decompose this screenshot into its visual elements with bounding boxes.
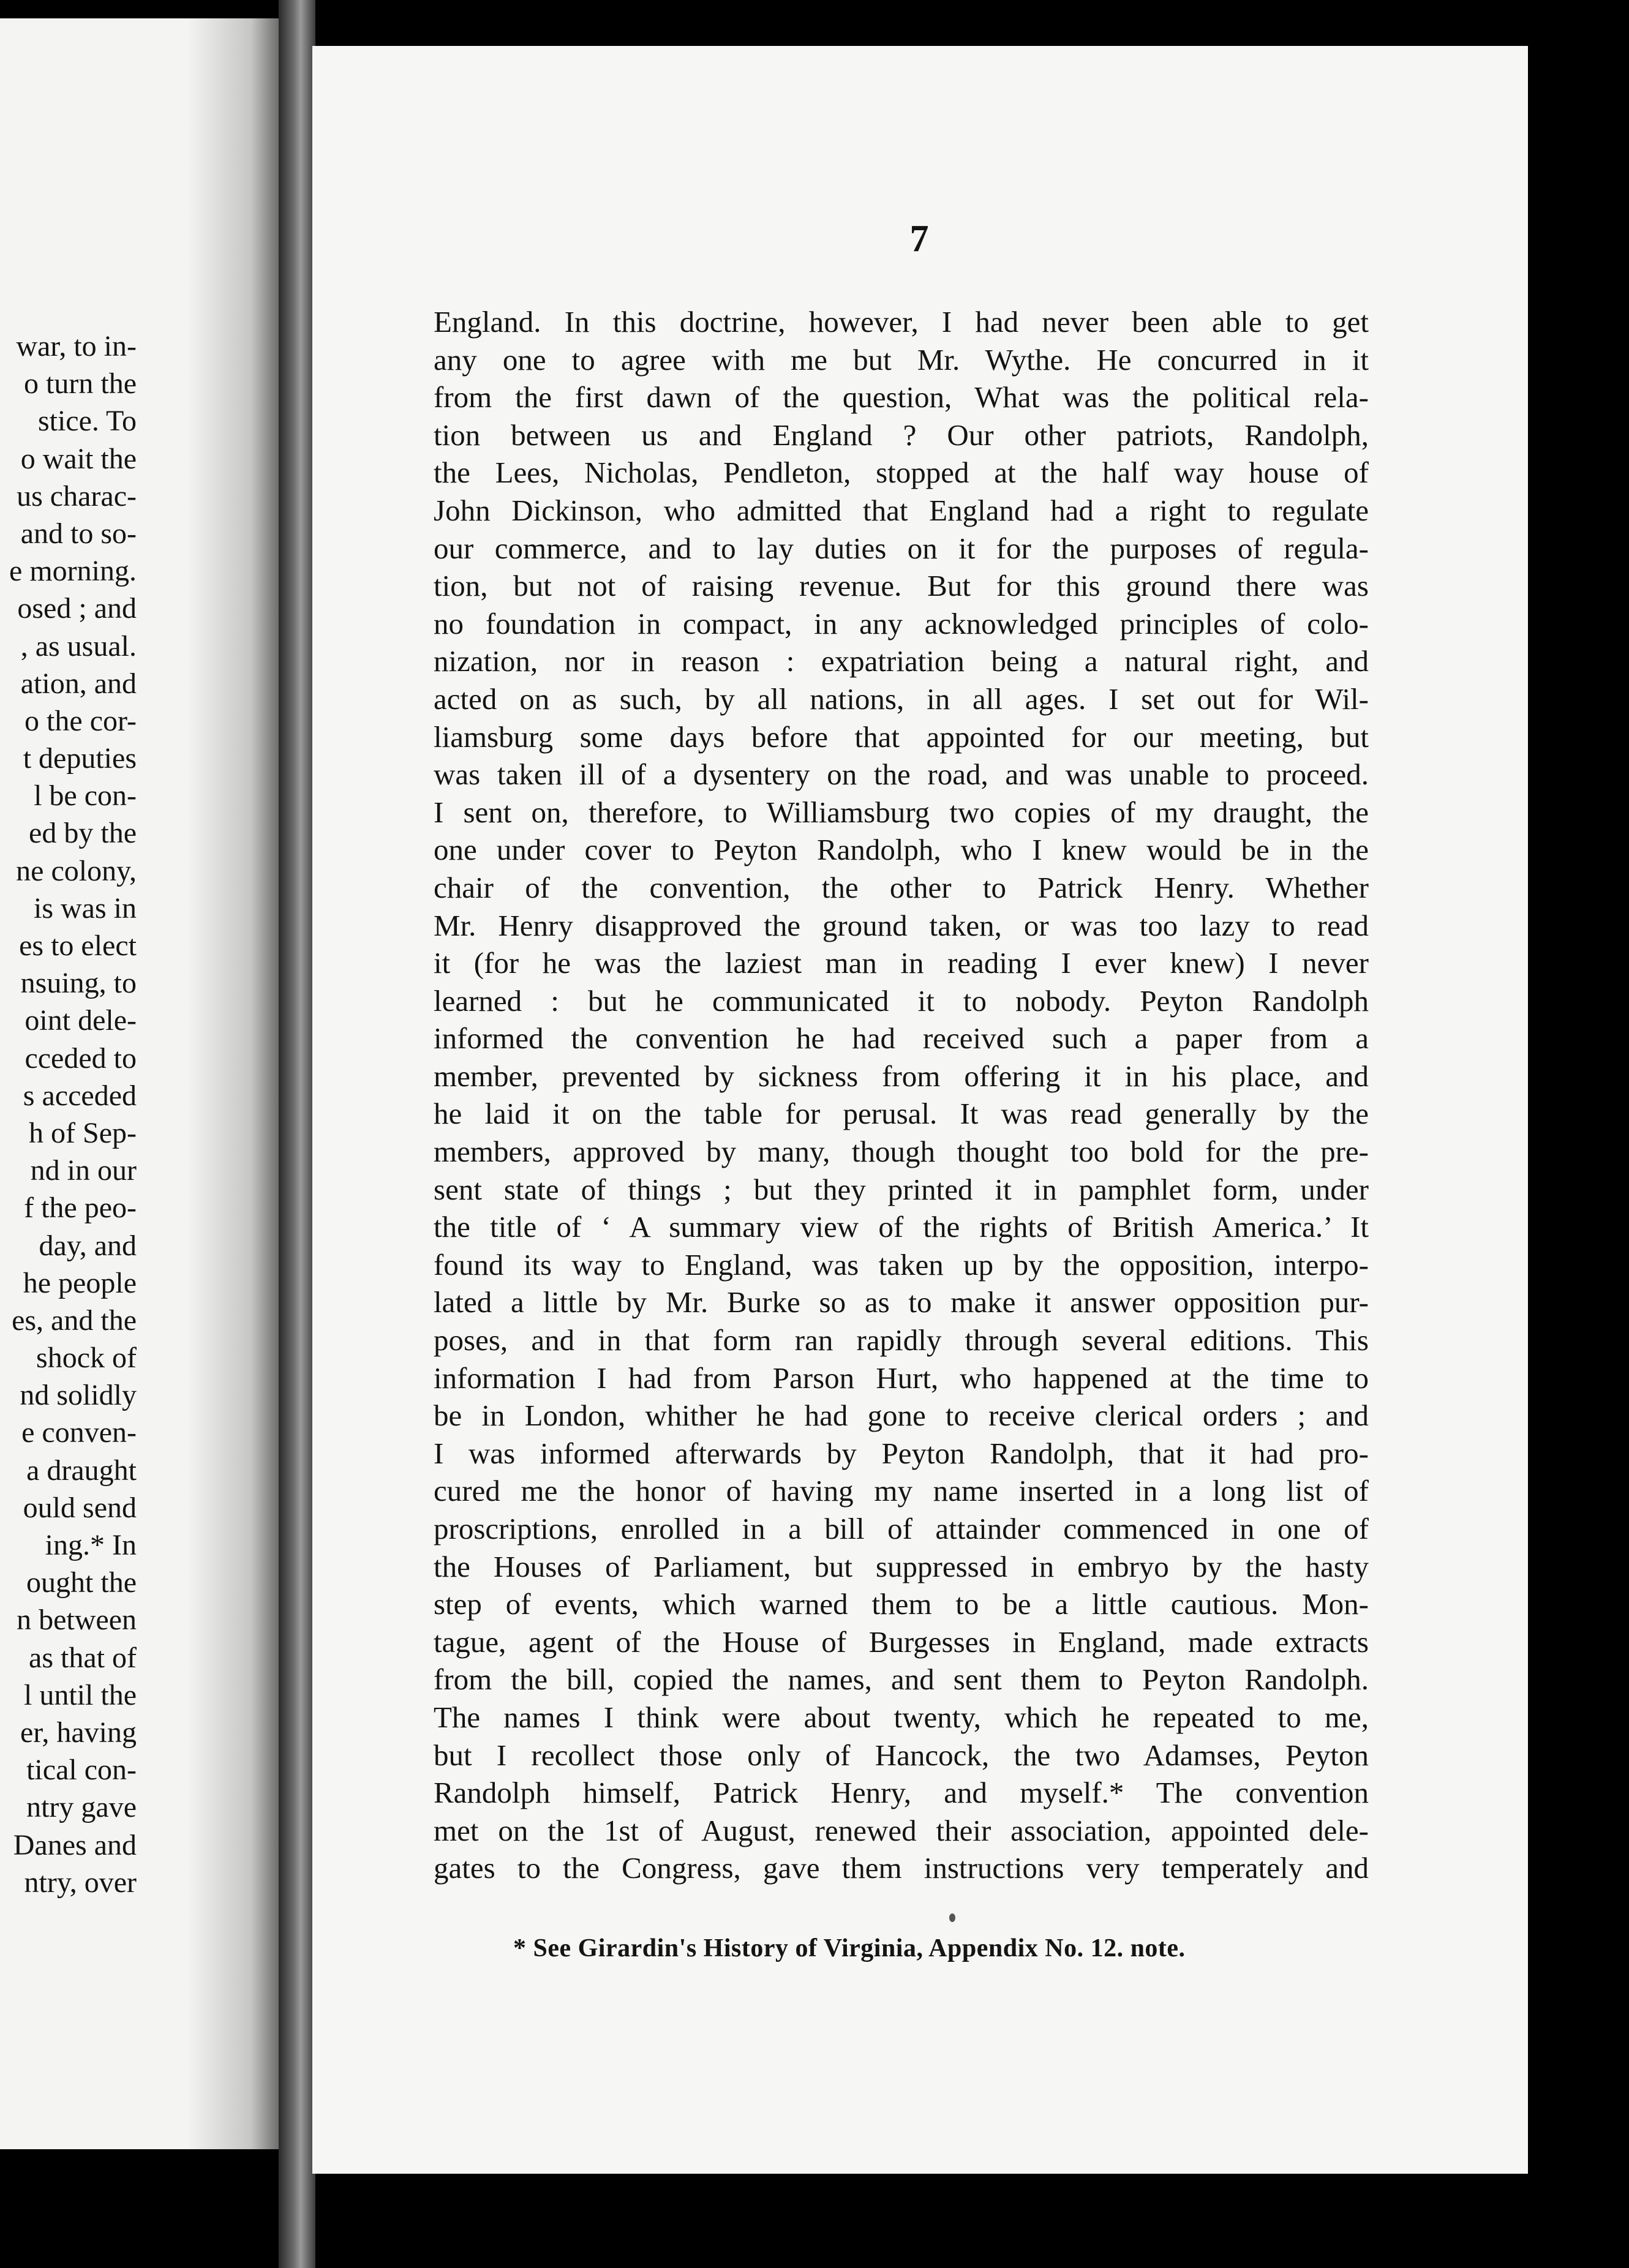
footnote: * See Girardin's History of Virginia, Appendix No. 12. note. — [513, 1934, 1186, 1962]
text-line: cured me the honor of having my name inserted in a long list of — [434, 1474, 1369, 1508]
text-line: no foundation in compact, in any acknowledged principles of colo- — [434, 606, 1369, 640]
text-line: lated a little by Mr. Burke so as to make it answer opposition pur- — [434, 1285, 1369, 1320]
text-line: learned : but he communicated it to nobody. Peyton Randolph — [434, 983, 1369, 1018]
text-line: nization, nor in reason : expatriation being a natural right, and — [434, 644, 1369, 678]
previous-page-line: a draught — [26, 1454, 137, 1487]
text-line: met on the 1st of August, renewed their association, appointed dele- — [434, 1813, 1369, 1847]
previous-page-line: ould send — [23, 1491, 137, 1524]
previous-page-line: l be con- — [34, 779, 137, 813]
text-line: I sent on, therefore, to Williamsburg two copies of my draught, the — [434, 795, 1369, 829]
text-line: I was informed afterwards by Peyton Randolph, that it had pro- — [434, 1436, 1369, 1470]
text-line: the Houses of Parliament, but suppressed in embryo by the hasty — [434, 1549, 1369, 1583]
text-line: acted on as such, by all nations, in all ages. I set out for Wil- — [434, 682, 1369, 716]
previous-page-line: ntry, over — [24, 1866, 137, 1899]
text-line: from the first dawn of the question, What was the political rela- — [434, 380, 1369, 415]
previous-page-line: ation, and — [20, 667, 137, 700]
previous-page-line: e conven- — [21, 1416, 137, 1449]
text-line: one under cover to Peyton Randolph, who I knew would be in the — [434, 833, 1369, 867]
text-line: tague, agent of the House of Burgesses in England, made extracts — [434, 1624, 1369, 1659]
previous-page-line: ntry gave — [26, 1791, 137, 1824]
previous-page-line: nd solidly — [20, 1379, 137, 1412]
current-page — [312, 46, 1528, 2174]
text-line: Randolph himself, Patrick Henry, and myself.* The convention — [434, 1776, 1369, 1810]
text-line: the Lees, Nicholas, Pendleton, stopped at the half way house of — [434, 456, 1369, 490]
previous-page-line: nd in our — [30, 1154, 137, 1187]
previous-page-line: osed ; and — [17, 592, 137, 625]
previous-page-line: ought the — [26, 1566, 137, 1599]
text-line: any one to agree with me but Mr. Wythe. He concurred in it — [434, 342, 1369, 377]
previous-page-line: and to so- — [20, 517, 137, 550]
text-line: England. In this doctrine, however, I had never been able to get — [434, 305, 1369, 339]
text-line: member, prevented by sickness from offering it in his place, and — [434, 1059, 1369, 1093]
previous-page-line: es, and the — [12, 1304, 137, 1337]
text-line: information I had from Parson Hurt, who happened at the time to — [434, 1361, 1369, 1395]
previous-page-line: stice. To — [37, 405, 137, 438]
page-edge-shadow — [187, 18, 279, 2149]
previous-page-line: es to elect — [19, 929, 137, 962]
text-line: members, approved by many, though thought too bold for the pre- — [434, 1135, 1369, 1169]
previous-page-line: us charac- — [17, 479, 137, 513]
previous-page-line: h of Sep- — [29, 1116, 137, 1149]
text-line: chair of the convention, the other to Patrick Henry. Whether — [434, 870, 1369, 904]
text-line: be in London, whither he had gone to receive clerical orders ; and — [434, 1399, 1369, 1433]
text-line: was taken ill of a dysentery on the road, and was unable to proceed. — [434, 757, 1369, 792]
previous-page-line: is was in — [34, 892, 137, 925]
text-line: step of events, which warned them to be a little cautious. Mon- — [434, 1587, 1369, 1621]
previous-page-line: ing.* In — [45, 1529, 137, 1561]
previous-page-line: o turn the — [24, 367, 137, 400]
text-line: proscriptions, enrolled in a bill of attainder commenced in one of — [434, 1512, 1369, 1545]
previous-page-line: s acceded — [23, 1079, 137, 1112]
text-line: but I recollect those only of Hancock, the two Adamses, Peyton — [434, 1738, 1369, 1772]
text-line: from the bill, copied the names, and sent them to Peyton Randolph. — [434, 1662, 1369, 1697]
previous-page-line: shock of — [36, 1342, 137, 1375]
text-line: gates to the Congress, gave them instructions very temperately and — [434, 1851, 1369, 1885]
previous-page-line: n between — [17, 1604, 137, 1637]
book-gutter — [279, 0, 315, 2268]
previous-page — [0, 18, 279, 2149]
text-line: John Dickinson, who admitted that England had a right to regulate — [434, 493, 1369, 527]
previous-page-line: nsuing, to — [20, 967, 137, 1000]
text-line: tion, but not of raising revenue. But for this ground there was — [434, 569, 1369, 603]
text-line: informed the convention he had received such a paper from a — [434, 1021, 1369, 1056]
previous-page-line: Danes and — [13, 1828, 137, 1861]
text-line: found its way to England, was taken up by the opposition, interpo- — [434, 1247, 1369, 1282]
body-text — [434, 303, 1369, 1887]
text-line: poses, and in that form ran rapidly through several editions. This — [434, 1323, 1369, 1357]
previous-page-line: o the cor- — [24, 704, 137, 737]
previous-page-line: e morning. — [9, 555, 137, 588]
previous-page-text — [0, 328, 137, 1901]
text-line: Mr. Henry disapproved the ground taken, or was too lazy to read — [434, 908, 1369, 942]
previous-page-line: t deputies — [23, 742, 137, 775]
text-line: the title of ‘ A summary view of the rights of British America.’ It — [434, 1210, 1369, 1244]
text-line: he laid it on the table for perusal. It was read generally by the — [434, 1097, 1369, 1131]
previous-page-line: , as usual. — [20, 629, 137, 663]
previous-page-line: war, to in- — [16, 330, 137, 362]
page-number: 7 — [909, 218, 929, 260]
text-line: tion between us and England ? Our other patriots, Randolph, — [434, 418, 1369, 452]
ink-fleck — [949, 1913, 955, 1922]
previous-page-line: as that of — [29, 1641, 137, 1674]
text-line: sent state of things ; but they printed it in pamphlet form, under — [434, 1172, 1369, 1206]
previous-page-line: ne colony, — [16, 854, 137, 887]
previous-page-line: day, and — [39, 1229, 137, 1262]
previous-page-line: l until the — [24, 1678, 137, 1711]
previous-page-line: er, having — [20, 1716, 137, 1749]
previous-page-line: ed by the — [29, 817, 137, 850]
previous-page-line: cceded to — [24, 1042, 137, 1075]
text-line: our commerce, and to lay duties on it for the purposes of regula- — [434, 531, 1369, 565]
text-line: liamsburg some days before that appointed for our meeting, but — [434, 719, 1369, 754]
previous-page-line: he people — [23, 1266, 137, 1299]
text-line: it (for he was the laziest man in reading I ever knew) I never — [434, 946, 1369, 980]
previous-page-line: tical con- — [26, 1754, 137, 1787]
previous-page-line: f the peo- — [24, 1192, 137, 1225]
previous-page-line: o wait the — [20, 442, 137, 475]
previous-page-line: oint dele- — [24, 1004, 137, 1037]
text-line: The names I think were about twenty, which he repeated to me, — [434, 1700, 1369, 1734]
